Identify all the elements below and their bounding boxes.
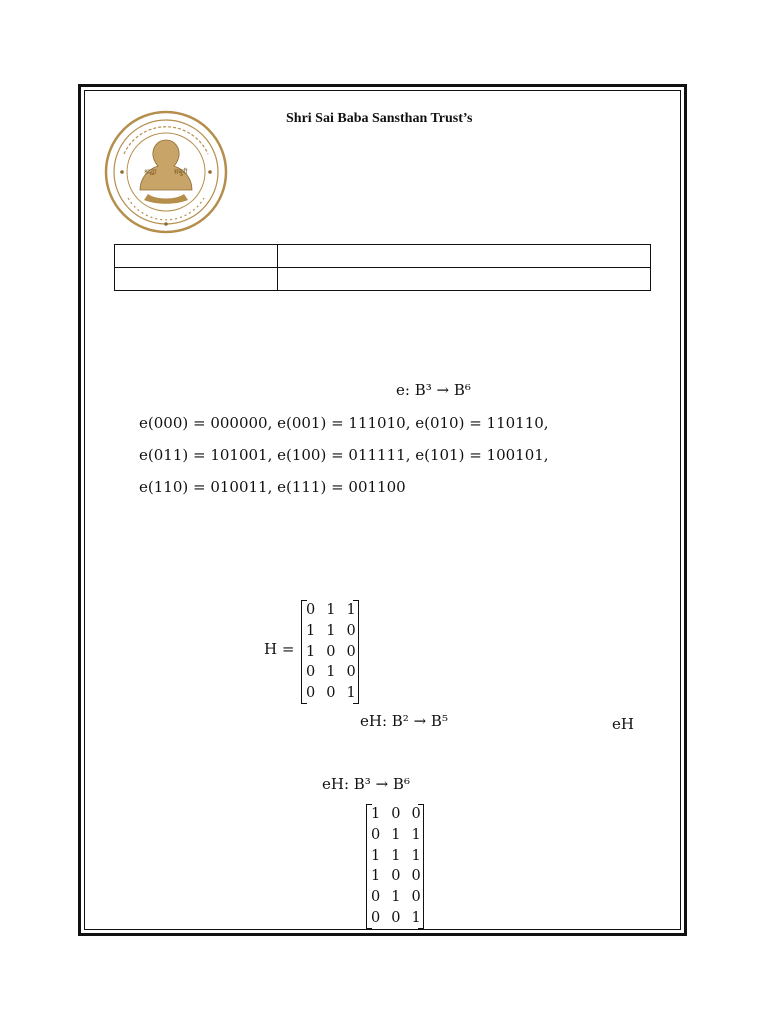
matrix-entry: 1 [411, 847, 421, 864]
table-cell [278, 245, 651, 268]
matrix-entry: 0 [391, 806, 401, 822]
sai-baba-sansthan-seal-icon [104, 110, 228, 234]
matrix-row [367, 887, 423, 908]
matrix-h-label: H = [264, 640, 295, 658]
table-cell [115, 245, 278, 268]
logo-word-right: सबुरी [174, 168, 188, 176]
matrix-entry: 1 [306, 622, 316, 639]
matrix-entry: 0 [346, 622, 356, 639]
logo-word-left: श्रद्धा [144, 168, 157, 176]
matrix-entry: 1 [371, 847, 381, 864]
eh-map-2: eH: B³ → B⁶ [322, 775, 410, 793]
matrix-row [302, 642, 358, 663]
matrix-entry: 1 [326, 664, 336, 681]
matrix-entry: 1 [391, 889, 401, 906]
matrix-entry: 0 [391, 909, 401, 926]
encoding-line-1: e(000) = 000000, e(001) = 111010, e(010) = 110110, [139, 414, 549, 432]
matrix-entry: 0 [306, 664, 316, 681]
matrix-entry: 1 [306, 643, 316, 660]
matrix-entry: 0 [326, 685, 336, 702]
matrix-entry: 1 [391, 826, 401, 843]
matrix-entry: 0 [306, 602, 316, 618]
table-row [115, 268, 651, 291]
matrix-entry: 1 [411, 909, 421, 926]
matrix-entry: 0 [346, 664, 356, 681]
map-definition: e: B³ → B⁶ [396, 381, 471, 399]
matrix-entry: 1 [391, 847, 401, 864]
table-row [115, 245, 651, 268]
matrix-entry: 1 [346, 685, 356, 702]
table-cell [278, 268, 651, 291]
matrix-row [302, 683, 358, 704]
matrix-entry: 0 [346, 643, 356, 660]
institution-title: Shri Sai Baba Sansthan Trust’s [286, 111, 473, 126]
matrix-entry: 1 [371, 806, 381, 822]
matrix-row [367, 825, 423, 846]
matrix-entry: 0 [326, 643, 336, 660]
eh-map-1: eH: B² → B⁵ [360, 712, 448, 730]
table-cell [115, 268, 278, 291]
matrix-entry: 1 [326, 622, 336, 639]
matrix-entry: 1 [371, 868, 381, 885]
matrix-row [302, 600, 358, 621]
info-table [114, 244, 651, 291]
matrix-row [302, 621, 358, 642]
matrix-generator [366, 804, 424, 929]
matrix-row [367, 804, 423, 825]
encoding-line-2: e(011) = 101001, e(100) = 011111, e(101) = 100101, [139, 446, 549, 464]
matrix-entry: 0 [391, 868, 401, 885]
encoding-line-3: e(110) = 010011, e(111) = 001100 [139, 478, 406, 496]
matrix-h [301, 600, 359, 704]
matrix-entry: 0 [411, 868, 421, 885]
matrix-entry: 1 [411, 826, 421, 843]
matrix-entry: 1 [346, 602, 356, 618]
matrix-entry: 0 [371, 826, 381, 843]
matrix-entry: 0 [371, 889, 381, 906]
eh-label: eH [612, 715, 634, 733]
matrix-row [367, 866, 423, 887]
matrix-entry: 1 [326, 602, 336, 618]
matrix-entry: 0 [411, 806, 421, 822]
matrix-entry: 0 [306, 685, 316, 702]
matrix-entry: 0 [371, 909, 381, 926]
matrix-row [367, 846, 423, 867]
matrix-row [367, 908, 423, 929]
matrix-row [302, 662, 358, 683]
matrix-entry: 0 [411, 889, 421, 906]
